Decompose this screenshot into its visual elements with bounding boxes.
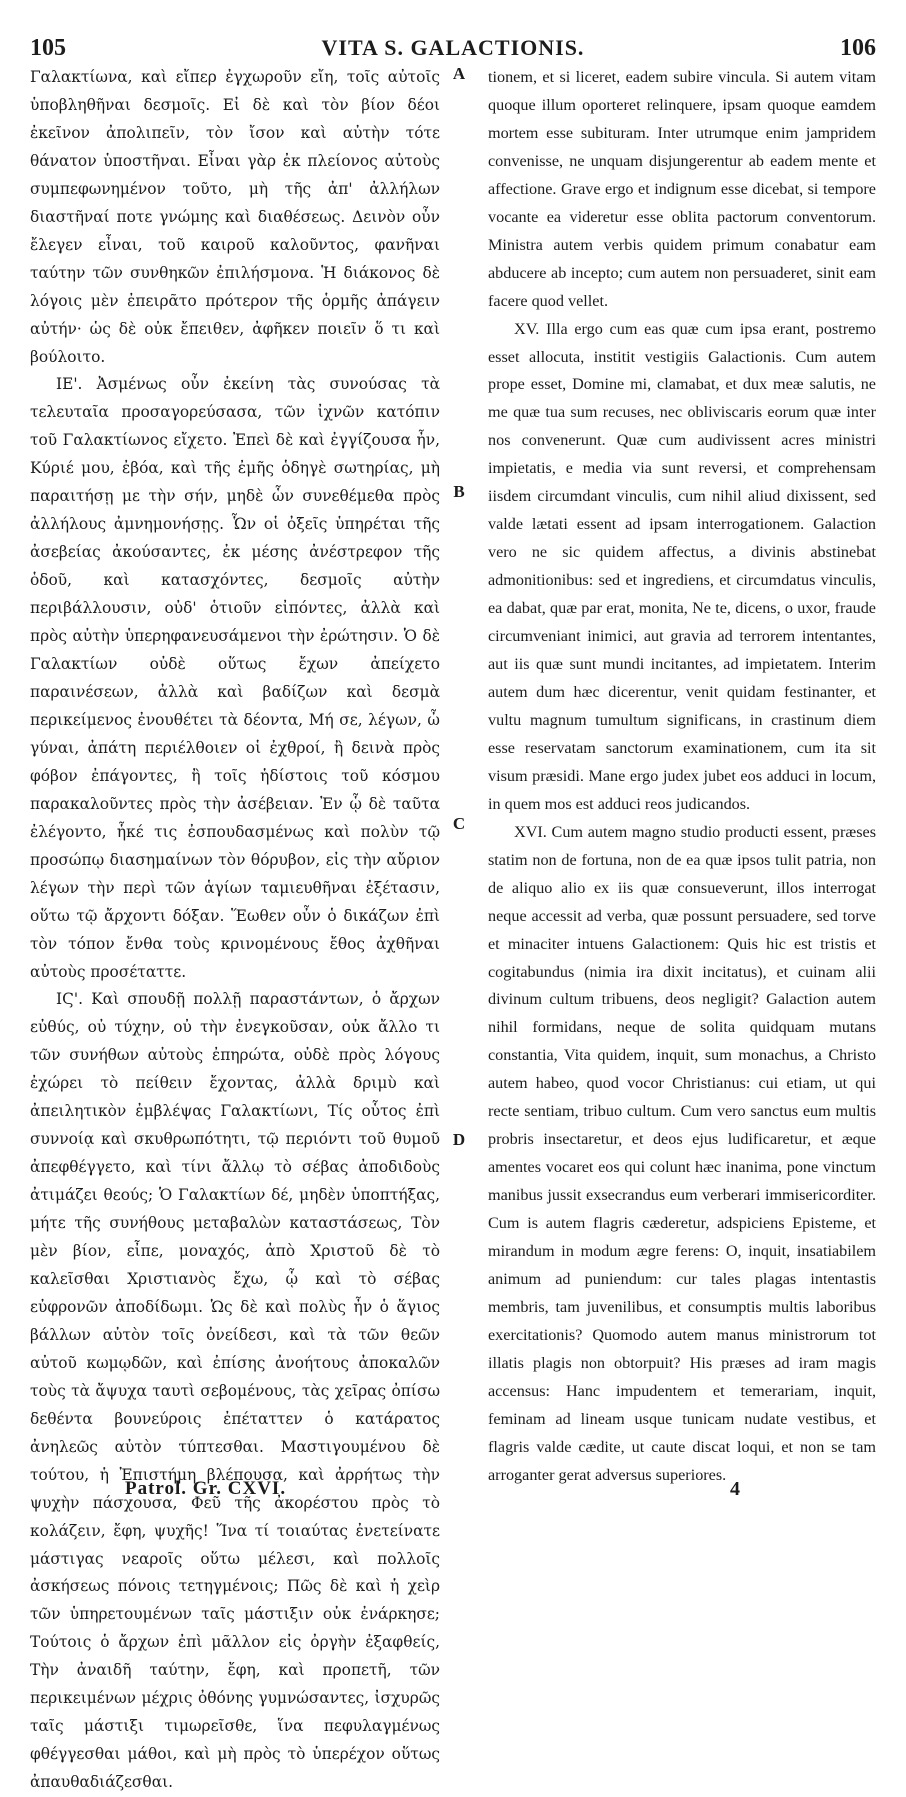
page-footer [0, 1478, 906, 1508]
left-page-number: 105 [30, 35, 66, 61]
latin-paragraph-15: XV. Illa ergo cum eas quæ cum ipsa erant, postremo esset allocuta, institit vestigiis Galactionis. Cum autem prope esset, Domine mi, clamabat, et dux meæ salutis, ne me quæ tua sum recuses, nec obliviscaris eorum quæ inter nos convenerunt. Quæ cum audivissent acres ministri impietatis, e media via sunt reversi, et comprehensam iisdem circumdant vinculis, cum nihil aliud dixissent, sed valde lætati essent ad ipsam interrogationem. Galaction vero ne sic quidem affectus, a divinis abstinebat admonitionibus: sed et ingrediens, et circumdatus vinculis, ea dabat, quæ par erat, monita, Ne te, dicens, o uxor, fraude circumveniant inimici, aut gravia ad terrorem intentantes, aut iis quæ sunt mundi incitantes, ad impietatem. Interim autem dum hæc dicerentur, venit quidam festinanter, et vultu magnum tumultum significans, in crastinum diem esse reservatam sanctorum examinationem, cum ita sit visum præsidi. Mane ergo judex jubet eos adduci in locum, in quem mos est adduci reos judicandos. [488, 319, 876, 813]
latin-paragraph-16: XVI. Cum autem magno studio producti essent, præses statim non de fortuna, non de ea quæ ipsos tulit patria, non de aliquo alio ex iis quæ consueverunt, illos interrogat neque accessit ad verba, quæ possunt persuadere, sed torve et minaciter intuens Galactionem: Quis hic est tristis et cogitabundus (nimia ira dixit incitatus), et cuinam alii divinum cultum tribuens, deos negligit? Galaction autem nihil formidans, neque de solita quidquam mutans constantia, Vita quidem, inquit, sum monachus, a Christo autem habeo, quod vocor Christianus: cui etiam, ut qui recte sentiam, tribuo cultum. Cum vero sanctus eum multis probris insectaretur, et deos ejus ludificaretur, et æque amentes vocaret eos qui colunt hæc inanima, pone vinctum manibus jussit exsecrandus eum verberari immisericorditer. Cum is autem flagris cæderetur, adspiciens Episteme, et mirandum in modum ægre ferens: O, inquit, insatiabilem animum ad puniendum: cur tales plagas intentastis membris, tam juvenilibus, et consumptis multis laboribus exercitationis? Quomodo autem manus ministrorum tot illatis plagis non obtorpuit? His præses ad iram magis accensus: Hanc impudentem et temerariam, inquit, feminam ad lineam usque tunicam nudate vestibus, et flagris valde cædite, ut caute discat loqui, et non se tam arroganter gerat adversus superiores. [488, 822, 876, 1484]
signature-number: 4 [730, 1478, 740, 1500]
marker-c: C [452, 814, 466, 833]
greek-paragraph-15: ΙΕ'. Ἀσμένως οὖν ἐκείνη τὰς συνούσας τὰ τελευταῖα προσαγορεύσασα, τῶν ἰχνῶν κατόπιν τοῦ Γαλακτίωνος εἴχετο. Ἐπεὶ δὲ καὶ ἐγγίζουσα ἦν, Κύριέ μου, ἐβόα, καὶ τῆς ἐμῆς ὁδηγὲ σωτηρίας, μὴ παραιτήσῃ με τὴν σήν, μηδὲ ὧν συνεθέμεθα πρὸς ἀλλήλους ἀμνημονήσῃς. Ὧν οἱ ὀξεῖς ὑπηρέται τῆς ἀσεβείας ἀκούσαντες, ἐκ μέσης ἀνέστρεφον τῆς ὁδοῦ, καὶ κατασχόντες, δεσμοῖς αὐτὴν περιβάλλουσιν, οὐδ' ὁτιοῦν εἰπόντες, ἀλλὰ καὶ πρὸς αὐτὴν ὑπερηφανευσάμενοι τὴν ἐρώτησιν. Ὁ δὲ Γαλακτίων οὐδὲ οὕτως ἔχων ἀπείχετο παραινέσεων, ἀλλὰ καὶ βαδίζων καὶ δεσμὰ περικείμενος ἐνουθέτει τὰ δέοντα, Μή σε, λέγων, ὦ γύναι, ἀπάτη περιέλθοιεν οἱ ἐχθροί, ἢ δεινὰ πρὸς φόβον ἐπάγοντες, ἢ τοῖς ἡδίστοις τοῦ κόσμου παρακαλοῦντες πρὸς τὴν ἀσέβειαν. Ἐν ᾧ δὲ ταῦτα ἐλέγοντο, ἧκέ τις ἐσπουδασμένως καὶ πολὺν τῷ προσώπῳ διασημαίνων τὸν θόρυβον, εἰς τὴν αὔριον λέγων τὴν περὶ τῶν ἁγίων ταμιευθῆναι ἐξέτασιν, οὕτω τῷ ἄρχοντι δόξαν. Ἕωθεν οὖν ὁ δικάζων ἐπὶ τὸν τόπον ἔνθα τοὺς κρινομένους ἔθος ἀχθῆναι αὐτοὺς προσέταττε. [30, 375, 440, 981]
right-page-number: 106 [839, 35, 876, 61]
volume-signature: Patrol. Gr. CXVI. [125, 1478, 287, 1499]
marker-b: B [453, 482, 465, 501]
marker-a: A [452, 64, 466, 83]
two-column-body [30, 64, 876, 1797]
page-header [30, 34, 876, 62]
greek-paragraph-1: Γαλακτίωνα, καὶ εἴπερ ἐγχωροῦν εἴη, τοῖς αὐτοῖς ὑποβληθῆναι δεσμοῖς. Εἰ δὲ καὶ τὸν βίον δέοι ἐκεῖνον ἀπολιπεῖν, τὸν ἴσον καὶ αὐτὴν τότε θάνατον ὑποστῆναι. Εἶναι γὰρ ἐκ πλείονος αὐτοὺς συμπεφωνημένον τοῦτο, μὴ τῆς ἀπ' ἀλλήλων διαστῆναί ποτε γνώμης καὶ διαθέσεως. Δεινὸν οὖν ἔλεγεν εἶναι, τοῦ καιροῦ καλοῦντος, φανῆναι ταύτην τῶν συνθηκῶν ἐπιλήσμονα. Ἡ διάκονος δὲ λόγοις μὲν ἐπειρᾶτο πρότερον τῆς ὁρμῆς ἀπάγειν αὐτήν· ὡς δὲ οὐκ ἔπειθεν, ἀφῆκεν ποιεῖν ὅ τι καὶ βούλοιτο. [30, 68, 440, 366]
running-title: VITA S. GALACTIONIS. [321, 35, 585, 60]
greek-column [30, 64, 440, 1797]
latin-paragraph-1: tionem, et si liceret, eadem subire vincula. Si autem vitam quoque illum oporteret relinquere, ipsam quoque eamdem mortem esse subituram. Inter utrumque enim jampridem convenisse, ne unquam disjungerentur ab eadem mente et affectione. Grave ergo et indignum esse dicebat, si tempore vocante ea videretur esse oblita pactorum conventorum. Ministra autem verbis quidem primum conabatur eam abducere ab incepto; cum autem non persuaderet, sinit eam facere quod vellet. [488, 68, 876, 310]
margin-markers [444, 64, 474, 1464]
latin-column [488, 64, 876, 1797]
greek-paragraph-16: ΙϚ'. Καὶ σπουδῇ πολλῇ παραστάντων, ὁ ἄρχων εὐθύς, οὐ τύχην, οὐ τὴν ἐνεγκοῦσαν, οὐκ ἄλλο τι τῶν συνήθων αὐτοὺς ἐπηρώτα, οὐδὲ πρὸς λόγους ἐχώρει τὸ πείθειν ἔχοντας, ἀλλὰ δριμὺ καὶ ἀπειλητικὸν ἐμβλέψας Γαλακτίωνι, Τίς οὗτος ἐπὶ συννοίᾳ καὶ σκυθρωπότητι, τῷ περιόντι τοῦ θυμοῦ ἀπεφθέγγετο, καὶ τίνι ἄλλῳ τὸ σέβας ἀποδιδοὺς ἀτιμάζει θεούς; Ὁ Γαλακτίων δέ, μηδὲν ὑποπτήξας, μήτε τῆς συνήθους μεταβαλὼν καταστάσεως, Τὸν μὲν βίον, εἶπε, μοναχός, ἀπὸ Χριστοῦ δὲ τὸ καλεῖσθαι Χριστιανὸς ἔχω, ᾧ καὶ τὸ σέβας εὐφρονῶν ἀποδίδωμι. Ὡς δὲ καὶ πολὺς ἦν ὁ ἅγιος βάλλων αὐτὸν τοῖς ὀνείδεσι, καὶ τὰ τῶν θεῶν αὐτοῦ κωμῳδῶν, καὶ ἐπίσης ἀνοήτους ἀποκαλῶν τοὺς τὰ ἄψυχα ταυτὶ σεβομένους, τὰς χεῖρας ὀπίσω δεθέντα βουνεύροις ἐπέταττεν ὁ κατάρατος ἀνηλεῶς αὐτὸν τύπτεσθαι. Μαστιγουμένου δὲ τούτου, ἡ Ἐπιστήμη βλέπουσα, καὶ ἀρρήτως τὴν ψυχὴν πάσχουσα, Φεῦ τῆς ἀκορέστου πρὸς τὸ κολάζειν, ἔφη, ψυχῆς! Ἵνα τί τοιαύτας ἐνετείνατε μάστιγας νεαροῖς οὕτω μέλεσι, καὶ πολλοῖς ἀσκήσεως πόνοις τετηγμένοις; Πῶς δὲ καὶ ἡ χεὶρ τῶν ὑπηρετουμένων ταῖς μάστιξιν οὐκ ἐνάρκησε; Τούτοις ὁ ἄρχων ἐπὶ μᾶλλον εἰς ὀργὴν ἐξαφθείς, Τὴν ἀναιδῆ ταύτην, ἔφη, καὶ προπετῆ, τῶν περικειμένων μέχρις ὀθόνης γυμνώσαντες, ἰσχυρῶς ταῖς μάστιξι τιμωρεῖσθε, ἵνα πεφυλαγμένως φθέγγεσθαι μάθοι, καὶ μὴ πρὸς τὸ ὑπερέχον οὕτως ἀπαυθαδιάζεσθαι. [30, 990, 440, 1792]
marker-d: D [452, 1130, 466, 1149]
